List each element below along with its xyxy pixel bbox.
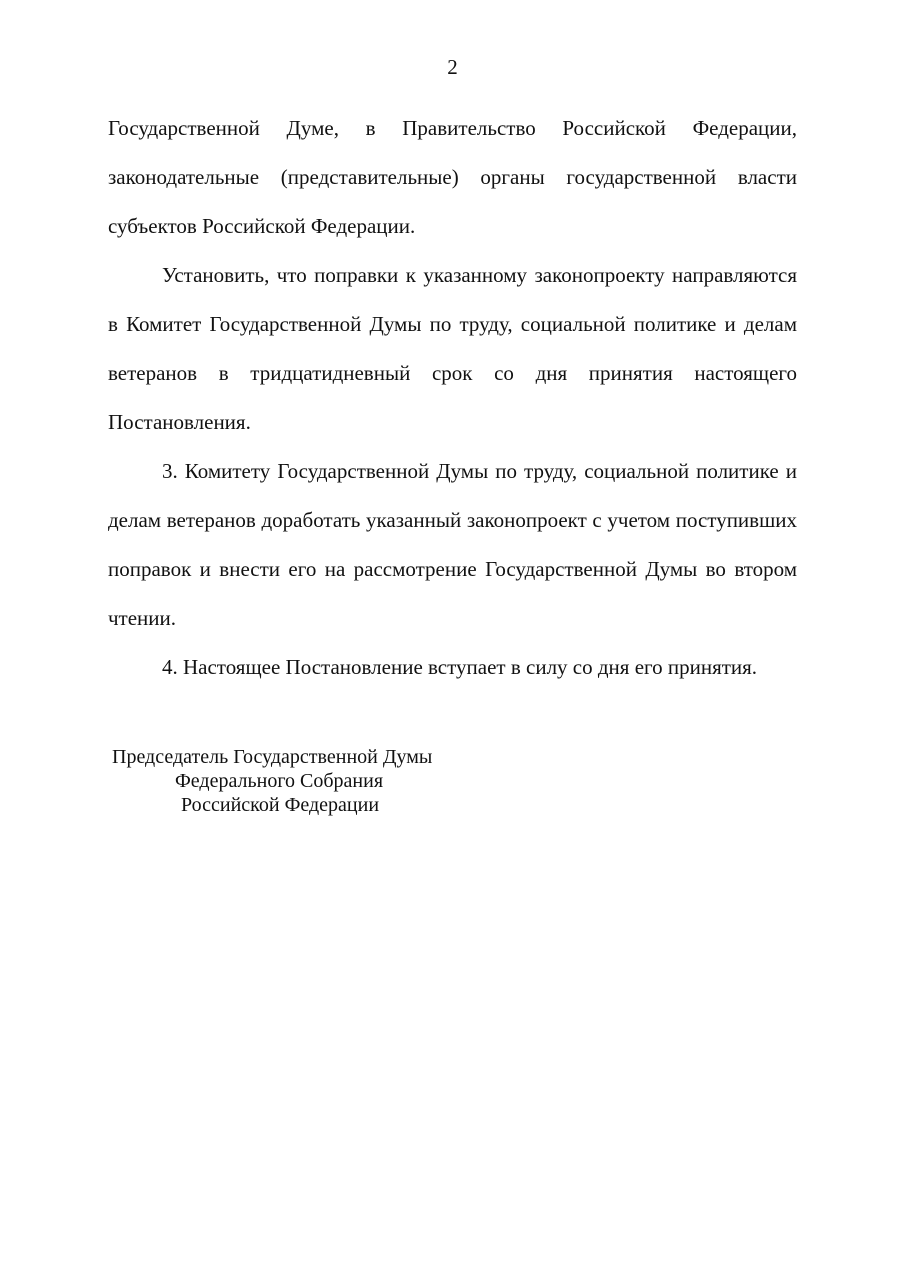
signature-block (112, 745, 462, 817)
signature-title-line-2: Федерального Собрания (175, 770, 384, 792)
page-number: 2 (447, 55, 458, 79)
paragraph-amendments: Установить, что поправки к указанному законопроекту направляются в Комитет Государственной Думы по труду, социальной политике и делам ветеранов в тридцатидневный срок со дня принятия настоящего Постановления. (108, 263, 797, 434)
paragraph-item-4: 4. Настоящее Постановление вступает в силу со дня его принятия. (162, 655, 758, 679)
paragraph-item-3: 3. Комитету Государственной Думы по труду, социальной политике и делам ветеранов доработать указанный законопроект с учетом поступивших поправок и внести его на рассмотрение Государственной Думы во втором чтении. (108, 459, 797, 630)
signature-title-line-3: Российской Федерации (181, 794, 380, 816)
document-body (108, 104, 797, 692)
signature-title-line-1: Председатель Государственной Думы (112, 746, 433, 768)
paragraph-continuation: Государственной Думе, в Правительство Российской Федерации, законодательные (представительные) органы государственной власти субъектов Российской Федерации. (108, 116, 797, 238)
